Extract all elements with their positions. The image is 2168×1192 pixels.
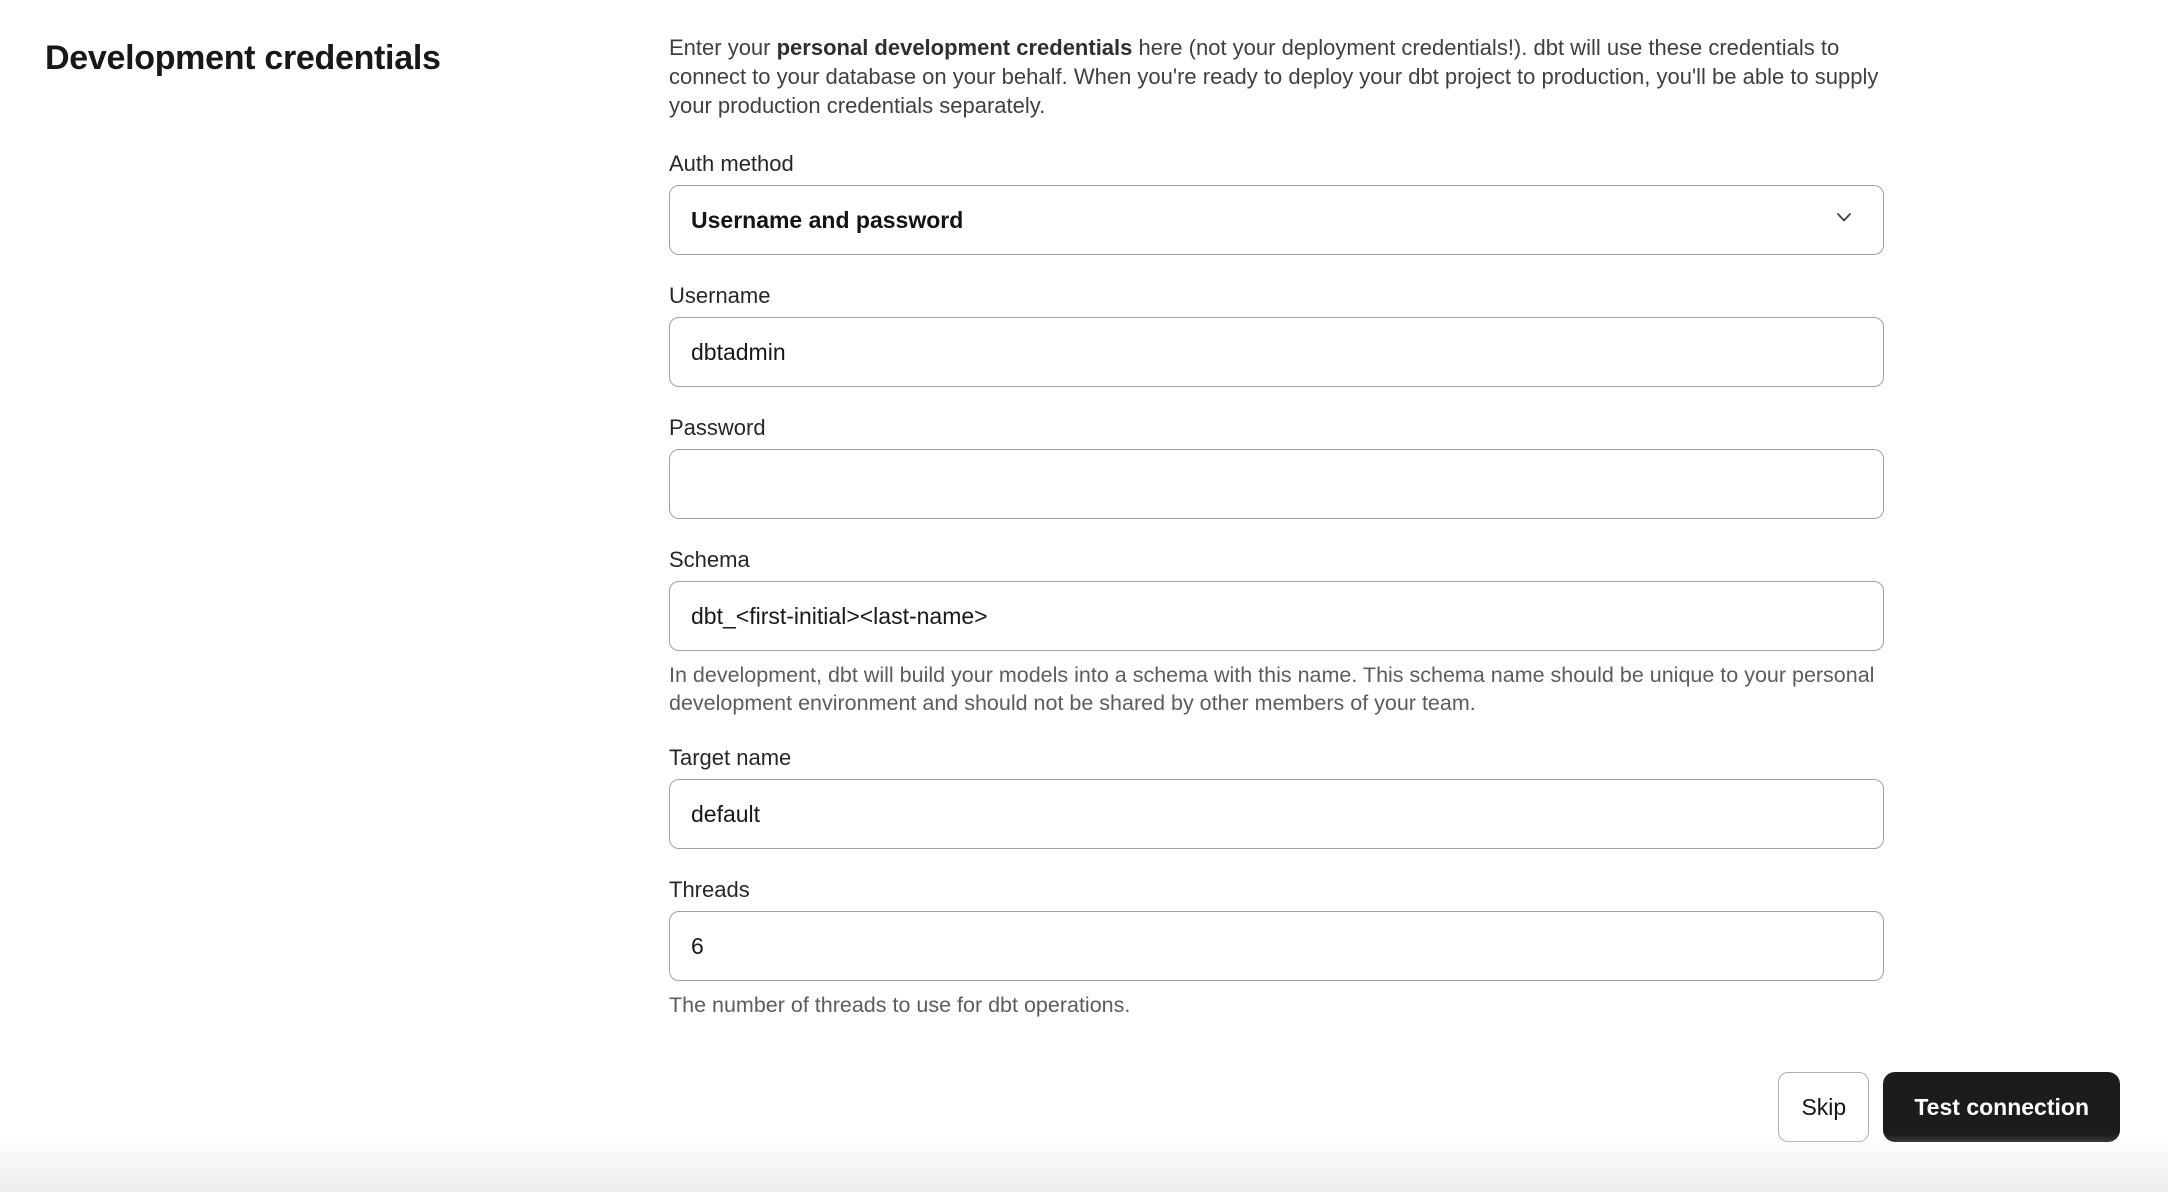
password-field-group xyxy=(669,414,1884,519)
auth-method-select[interactable] xyxy=(669,185,1884,255)
target-name-label: Target name xyxy=(669,745,792,770)
page-description xyxy=(669,33,1884,120)
password-label: Password xyxy=(669,415,766,440)
page-title: Development credentials xyxy=(45,39,441,77)
credentials-form xyxy=(669,33,1884,1019)
threads-helper-text: The number of threads to use for dbt operations. xyxy=(669,993,1131,1017)
schema-input[interactable] xyxy=(669,581,1884,651)
schema-field-group xyxy=(669,546,1884,717)
description-bold: personal development credentials xyxy=(776,35,1133,60)
auth-method-selected-value: Username and password xyxy=(691,206,964,233)
threads-input[interactable] xyxy=(669,911,1884,981)
bottom-fade xyxy=(0,1134,2168,1192)
username-label: Username xyxy=(669,283,771,308)
title-column xyxy=(45,36,605,80)
description-part1: Enter your xyxy=(669,35,777,60)
target-name-field-group xyxy=(669,744,1884,849)
chevron-down-icon xyxy=(1831,204,1857,236)
threads-field-group xyxy=(669,876,1884,1019)
target-name-input[interactable] xyxy=(669,779,1884,849)
test-connection-button[interactable]: Test connection xyxy=(1883,1072,2120,1142)
username-field-group xyxy=(669,282,1884,387)
password-input[interactable] xyxy=(669,449,1884,519)
footer-actions xyxy=(1778,1072,2120,1142)
skip-button[interactable]: Skip xyxy=(1778,1072,1869,1142)
threads-label: Threads xyxy=(669,877,750,902)
username-input[interactable] xyxy=(669,317,1884,387)
description-part2: here (not your deployment credentials!). dbt will use these credentials to connect to your database on your behalf. When you're ready to deploy your dbt project to production, you'll be able to supply your production credentials separately. xyxy=(669,35,1879,118)
schema-helper-text: In development, dbt will build your models into a schema with this name. This schema name should be unique to your personal development environment and should not be shared by other members of your team. xyxy=(669,663,1875,715)
schema-label: Schema xyxy=(669,547,750,572)
auth-method-field-group xyxy=(669,150,1884,255)
auth-method-label: Auth method xyxy=(669,151,794,176)
